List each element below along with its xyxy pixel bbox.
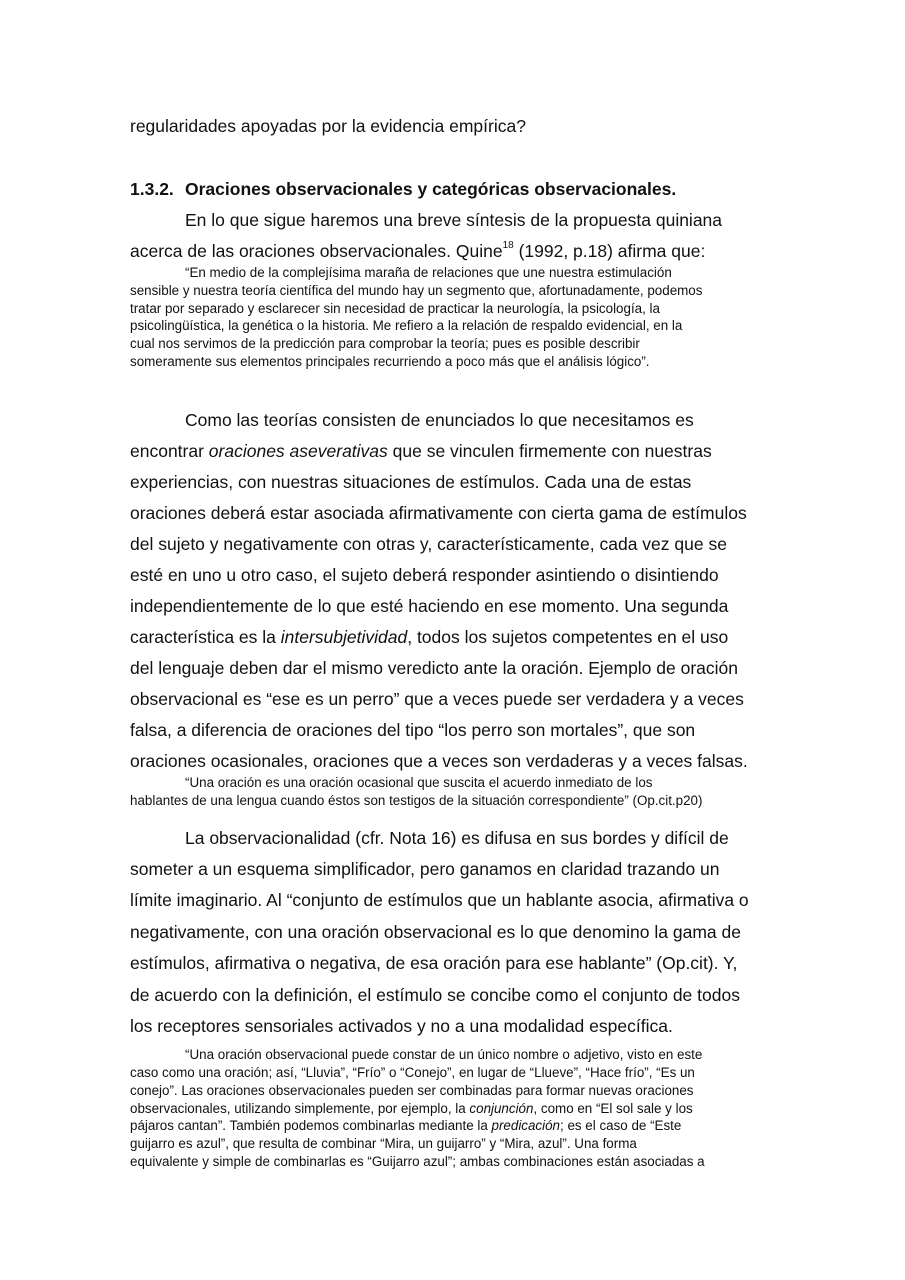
italic-term: conjunción [469, 1101, 534, 1116]
quote-line [130, 1101, 693, 1117]
quote-line: equivalente y simple de combinarlas es “Guijarro azul”; ambas combinaciones están asociadas a [130, 1154, 705, 1169]
body-line: los receptores sensoriales activados y no a una modalidad específica. [130, 1016, 673, 1036]
body-line [130, 441, 712, 461]
text-span: acerca de las oraciones observacionales. Quine [130, 241, 503, 261]
body-line: negativamente, con una oración observacional es lo que denomino la gama de [130, 922, 741, 942]
quote-line: “En medio de la complejísima maraña de relaciones que une nuestra estimulación [185, 265, 672, 280]
body-line: del lenguaje deben dar el mismo veredicto ante la oración. Ejemplo de oración [130, 658, 739, 678]
body-line [130, 627, 728, 647]
body-line: del sujeto y negativamente con otras y, característicamente, cada vez que se [130, 534, 727, 554]
quote-line: sensible y nuestra teoría científica del mundo hay un segmento que, afortunadamente, podemos [130, 283, 703, 298]
footnote-ref[interactable]: 18 [502, 240, 514, 252]
quote-line [130, 1118, 681, 1134]
section-number: 1.3.2. [130, 179, 174, 199]
quote-line: someramente sus elementos principales recurriendo a poco más que el análisis lógico”. [130, 354, 650, 369]
italic-term: predicación [491, 1118, 560, 1133]
section-heading [130, 179, 676, 199]
body-line: límite imaginario. Al “conjunto de estímulos que un hablante asocia, afirmativa o [130, 890, 749, 910]
body-line: de acuerdo con la definición, el estímulo se concibe como el conjunto de todos [130, 985, 740, 1005]
body-line: La observacionalidad (cfr. Nota 16) es difusa en sus bordes y difícil de [185, 828, 729, 848]
body-line: oraciones deberá estar asociada afirmativamente con cierta gama de estímulos [130, 503, 747, 523]
body-line: someter a un esquema simplificador, pero ganamos en claridad trazando un [130, 859, 720, 879]
text-span: observacionales, utilizando simplemente, por ejemplo, la [130, 1101, 470, 1116]
quote-line: “Una oración es una oración ocasional que suscita el acuerdo inmediato de los [185, 775, 653, 790]
quote-line: tratar por separado y esclarecer sin necesidad de practicar la neurología, la psicología, la [130, 301, 660, 316]
text-span: , todos los sujetos competentes en el uso [407, 627, 729, 647]
quote-line: hablantes de una lengua cuando éstos son testigos de la situación correspondiente” (Op.cit.p20) [130, 793, 703, 808]
body-line: estímulos, afirmativa o negativa, de esa oración para ese hablante” (Op.cit). Y, [130, 953, 738, 973]
body-line: En lo que sigue haremos una breve síntesis de la propuesta quiniana [185, 210, 723, 230]
quote-line: cual nos servimos de la predicción para comprobar la teoría; pues es posible describir [130, 336, 640, 351]
text-span: que se vinculen firmemente con nuestras [387, 441, 712, 461]
body-line: oraciones ocasionales, oraciones que a veces son verdaderas y a veces falsas. [130, 751, 748, 771]
quote-line: conejo”. Las oraciones observacionales pueden ser combinadas para formar nuevas oraciones [130, 1083, 694, 1098]
text-span: característica es la [130, 627, 281, 647]
body-line: observacional es “ese es un perro” que a veces puede ser verdadera y a veces [130, 689, 744, 709]
body-line: experiencias, con nuestras situaciones de estímulos. Cada una de estas [130, 472, 692, 492]
text-span: encontrar [130, 441, 209, 461]
italic-term: intersubjetividad [280, 627, 408, 647]
body-line: independientemente de lo que esté haciendo en ese momento. Una segunda [130, 596, 729, 616]
section-title: Oraciones observacionales y categóricas observacionales. [185, 179, 677, 199]
text-span: ; es el caso de “Este [560, 1118, 682, 1133]
quote-line: “Una oración observacional puede constar de un único nombre o adjetivo, visto en este [185, 1047, 703, 1062]
italic-term: oraciones aseverativas [208, 441, 388, 461]
text-span: (1992, p.18) afirma que: [513, 241, 706, 261]
body-line: esté en uno u otro caso, el sujeto deberá responder asintiendo o disintiendo [130, 565, 719, 585]
body-line: regularidades apoyadas por la evidencia empírica? [130, 116, 526, 136]
quote-line: psicolingüística, la genética o la historia. Me refiero a la relación de respaldo evidencial, en la [130, 318, 683, 333]
quote-line: guijarro es azul”, que resulta de combinar “Mira, un guijarro” y “Mira, azul”. Una forma [130, 1136, 637, 1151]
body-line: falsa, a diferencia de oraciones del tipo “los perro son mortales”, que son [130, 720, 696, 740]
body-line: Como las teorías consisten de enunciados lo que necesitamos es [185, 410, 694, 430]
text-span: , como en “El sol sale y los [533, 1101, 693, 1116]
body-line [130, 241, 705, 261]
quote-line: caso como una oración; así, “Lluvia”, “Frío” o “Conejo”, en lugar de “Llueve”, “Hace frío”, “Es un [130, 1065, 695, 1080]
text-span: pájaros cantan”. También podemos combinarlas mediante la [130, 1118, 492, 1133]
